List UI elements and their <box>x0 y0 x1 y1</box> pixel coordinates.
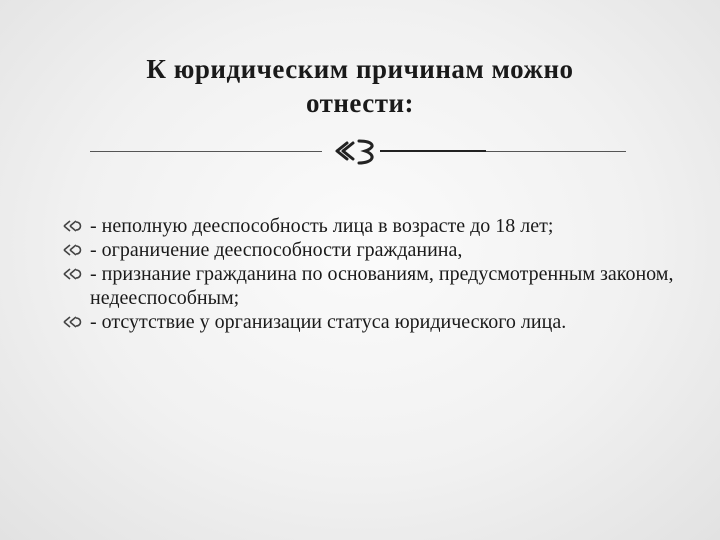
bullet-list <box>62 214 682 334</box>
bullet-icon <box>62 219 84 233</box>
list-item-text: - неполную дееспособность лица в возрасте до 18 лет; <box>90 215 554 237</box>
list-item-text: - отсутствие у организации статуса юридического лица. <box>90 311 567 333</box>
bullet-icon <box>62 243 84 257</box>
list-item-text: - признание гражданина по основаниям, предусмотренным законом, недееспособным; <box>90 263 674 309</box>
ornament-icon <box>333 133 383 169</box>
list-item <box>62 262 682 310</box>
title-line-2: отнести: <box>305 88 415 118</box>
slide-title <box>60 52 660 120</box>
title-line-1: К юридическим причинам можно <box>146 54 574 84</box>
divider-rule-left <box>90 151 322 152</box>
divider-rule-accent <box>380 150 486 152</box>
list-item <box>62 310 682 334</box>
list-item-text: - ограничение дееспособности гражданина, <box>90 239 463 261</box>
bullet-icon <box>62 315 84 329</box>
bullet-icon <box>62 267 84 281</box>
list-item <box>62 214 682 238</box>
list-item <box>62 238 682 262</box>
